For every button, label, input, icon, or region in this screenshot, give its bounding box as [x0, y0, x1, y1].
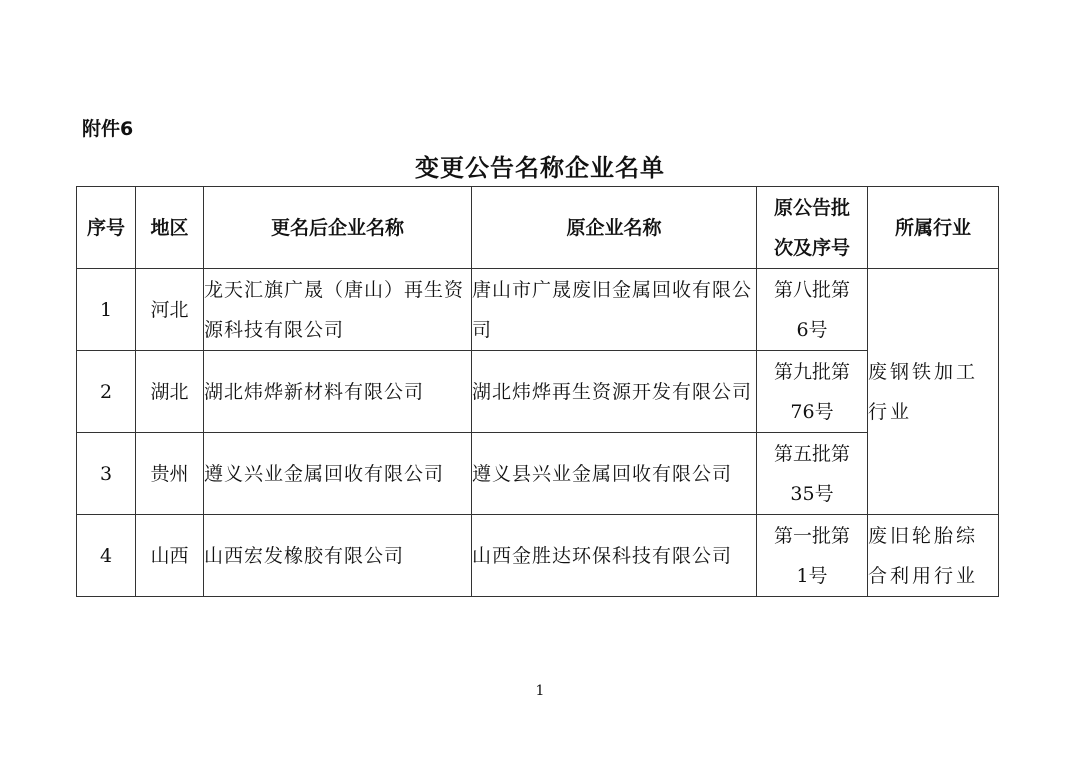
row-number: 2	[77, 351, 136, 433]
row-region: 山西	[136, 515, 204, 597]
page-number: 1	[535, 683, 545, 699]
row-new-name: 龙天汇旗广晟（唐山）再生资源科技有限公司	[204, 269, 472, 351]
row-industry: 废旧轮胎综合利用行业	[868, 515, 999, 597]
header-old-name: 原企业名称	[472, 187, 757, 269]
row-old-name: 遵义县兴业金属回收有限公司	[472, 433, 757, 515]
attachment-label: 附件6	[82, 118, 134, 140]
header-region: 地区	[136, 187, 204, 269]
row-number: 4	[77, 515, 136, 597]
header-no: 序号	[77, 187, 136, 269]
row-region: 贵州	[136, 433, 204, 515]
header-industry: 所属行业	[868, 187, 999, 269]
row-number: 3	[77, 433, 136, 515]
table-header-row	[77, 187, 999, 269]
row-industry: 废钢铁加工行业	[868, 269, 999, 515]
row-new-name: 遵义兴业金属回收有限公司	[204, 433, 472, 515]
company-rename-table	[76, 186, 999, 597]
row-old-name: 唐山市广晟废旧金属回收有限公司	[472, 269, 757, 351]
row-old-name: 湖北炜烨再生资源开发有限公司	[472, 351, 757, 433]
row-region: 河北	[136, 269, 204, 351]
row-new-name: 山西宏发橡胶有限公司	[204, 515, 472, 597]
row-batch: 第九批第76号	[757, 351, 868, 433]
table-row	[77, 351, 999, 433]
document-title: 变更公告名称企业名单	[415, 153, 665, 182]
row-batch: 第八批第6号	[757, 269, 868, 351]
table-row	[77, 515, 999, 597]
table-row	[77, 269, 999, 351]
row-number: 1	[77, 269, 136, 351]
row-old-name: 山西金胜达环保科技有限公司	[472, 515, 757, 597]
table-row	[77, 433, 999, 515]
header-batch: 原公告批次及序号	[757, 187, 868, 269]
header-new-name: 更名后企业名称	[204, 187, 472, 269]
row-batch: 第一批第1号	[757, 515, 868, 597]
row-batch: 第五批第35号	[757, 433, 868, 515]
row-new-name: 湖北炜烨新材料有限公司	[204, 351, 472, 433]
row-region: 湖北	[136, 351, 204, 433]
